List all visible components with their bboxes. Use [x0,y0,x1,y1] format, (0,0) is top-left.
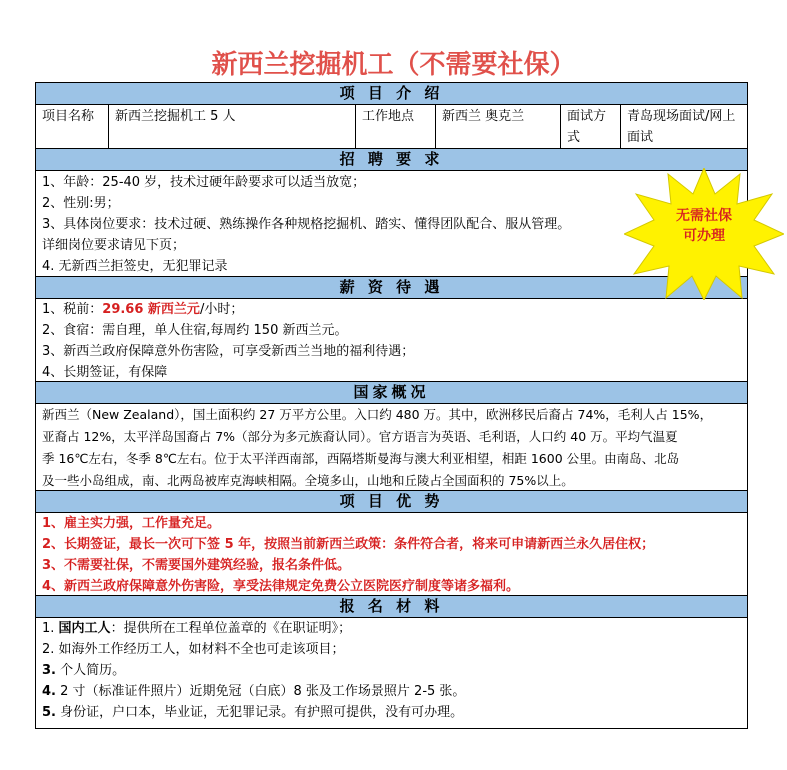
work-location-label: 工作地点 [356,105,436,148]
section-header-salary: 薪 资 待 遇 [36,276,747,299]
material-number: 4. [42,684,56,699]
project-name-value: 新西兰挖掘机工 5 人 [109,105,356,148]
material-item [42,660,125,681]
section-header-advantages: 项 目 优 势 [36,490,747,513]
requirement-item: 1、年龄：25-40 岁，技术过硬年龄要求可以适当放宽； [42,175,366,190]
requirement-item: 4. 无新西兰拒签史，无犯罪记录 [42,259,228,274]
section-header-country: 国家概况 [36,381,747,404]
requirement-item: 2、性别:男； [42,196,120,211]
interview-method-value: 青岛现场面试/网上面试 [627,109,736,145]
advantage-item: 3、不需要社保，不需要国外建筑经验，报名条件低。 [42,558,351,573]
badge-text [648,206,760,246]
requirement-item: 详细岗位要求请见下页； [42,238,186,253]
material-text: 身份证，户口本，毕业证，无犯罪记录。有护照可提供，没有可办理。 [55,705,464,720]
salary-pay-prefix: 1、税前： [42,302,103,317]
material-item [42,702,463,723]
section-header-project-intro: 项 目 介 绍 [36,83,747,105]
advantage-item: 1、雇主实力强，工作量充足。 [42,516,221,531]
advantage-item: 4、新西兰政府保障意外伤害险，享受法律规定免费公立医院医疗制度等诸多福利。 [42,579,520,594]
material-number: 1. [42,621,55,636]
material-text: 个人简历。 [55,663,126,678]
interview-method-label: 面试方式 [561,105,621,148]
country-text-line: 季 16℃左右，冬季 8℃左右。位于太平洋西南部，西隔塔斯曼海与澳大利亚相望，相距 1600 公里。由南岛、北岛 [42,451,680,466]
section-header-requirements: 招 聘 要 求 [36,148,747,171]
salary-item-visa: 4、长期签证，有保障 [42,365,168,380]
work-location-value: 新西兰 奥克兰 [436,105,561,148]
material-item: 2. 如海外工作经历工人，如材料不全也可走该项目； [42,642,345,657]
salary-pay-suffix: /小时； [199,302,244,317]
material-bold-label: 国内工人 [58,621,111,636]
salary-item-pay [42,299,243,320]
badge-line-1: 无需社保 [676,208,732,224]
salary-item-lodging: 2、食宿：需自理，单人住宿,每周约 150 新西兰元。 [42,323,348,338]
salary-pay-amount: 29.66 新西兰元 [102,302,200,317]
project-name-label: 项目名称 [36,105,109,148]
salary-item-insurance: 3、新西兰政府保障意外伤害险，可享受新西兰当地的福利待遇； [42,344,415,359]
country-text-line: 及一些小岛组成，南、北两岛被库克海峡相隔。全境多山，山地和丘陵占全国面积的 75%以上。 [42,473,574,488]
advantage-item: 2、长期签证，最长一次可下签 5 年，按照当前新西兰政策：条件符合者，将来可申请新西兰永久居住权； [42,537,655,552]
material-text: ：提供所在工程单位盖章的《在职证明》； [110,621,352,636]
badge-line-2: 可办理 [683,228,725,244]
material-text: 2 寸（标准证件照片）近期免冠（白底）8 张及工作场景照片 2-5 张。 [55,684,466,699]
section-header-materials: 报 名 材 料 [36,595,747,618]
material-number: 5. [42,705,56,720]
country-text-line: 新西兰（New Zealand），国土面积约 27 万平方公里。入口约 480 万。其中，欧洲移民后裔占 74%，毛利人占 15%， [42,407,713,422]
page-title: 新西兰挖掘机工（不需要社保） [211,50,576,80]
requirement-item: 3、具体岗位要求：技术过硬、熟练操作各种规格挖掘机、踏实、懂得团队配合、服从管理。 [42,217,571,232]
material-item [42,681,465,702]
country-text-line: 亚裔占 12%，太平洋岛国裔占 7%（部分为多元族裔认同）。官方语言为英语、毛利语，人口约 40 万。平均气温夏 [42,429,678,444]
material-item [42,618,351,639]
material-number: 3. [42,663,56,678]
project-intro-row [36,105,747,148]
